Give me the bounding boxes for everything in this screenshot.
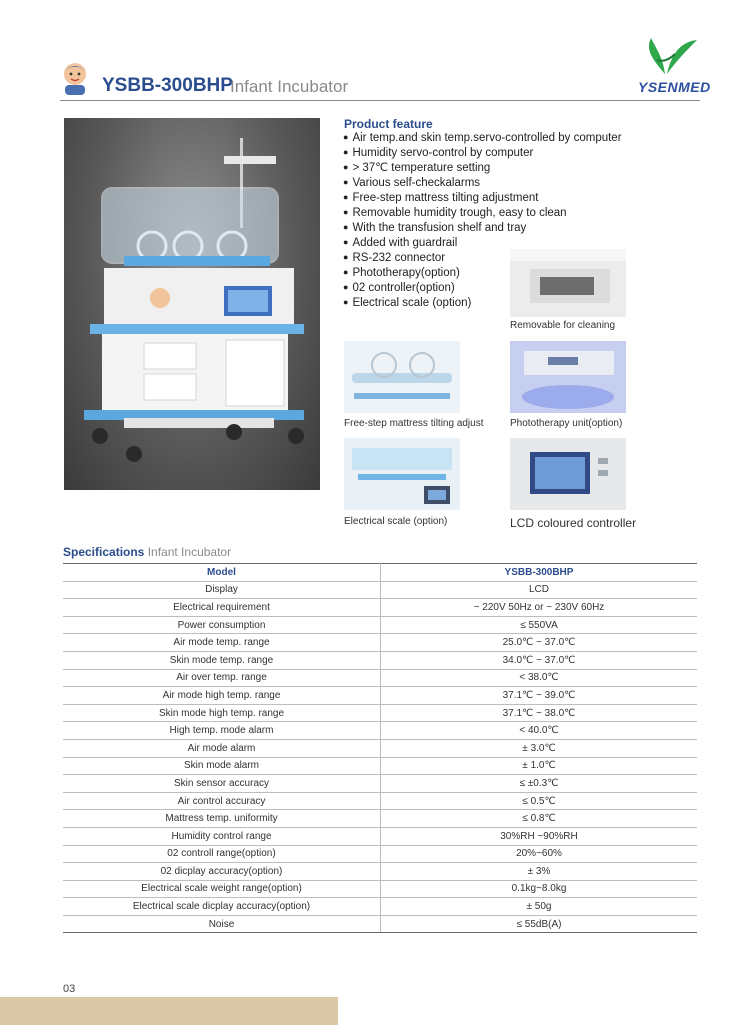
spec-header-label: Model [63,564,381,582]
photo-mattress-tilt [344,341,460,413]
feature-item: ● 02 controller(option) [343,281,622,296]
spec-value: ≤ 55dB(A) [381,915,698,933]
spec-header-value: YSBB-300BHP [381,564,698,582]
spec-value: 20%~60% [381,845,698,863]
spec-table [63,563,697,933]
spec-value: ≤ 550VA [381,616,698,634]
page-number: 03 [63,983,76,995]
spec-value: ± 50g [381,898,698,916]
table-row [63,898,697,916]
baby-logo-icon [60,60,90,96]
table-row [63,792,697,810]
table-row [63,810,697,828]
feature-item: ● Phototherapy(option) [343,266,622,281]
feature-item: ● Various self-checkalarms [343,176,622,191]
spec-label: Humidity control range [63,827,381,845]
spec-value: 37.1℃ ~ 38.0℃ [381,704,698,722]
spec-value: 34.0℃ ~ 37.0℃ [381,651,698,669]
feature-item: ● RS-232 connector [343,251,622,266]
photo-electrical-scale [344,438,460,510]
caption-phototherapy: Phototherapy unit(option) [510,418,623,429]
spec-title: Specifications [63,545,145,559]
spec-heading [63,545,231,559]
page-subtitle: Infant Incubator [230,77,349,96]
photo-humidity-trough [510,249,626,317]
spec-value: 0.1kg~8.0kg [381,880,698,898]
spec-label: Noise [63,915,381,933]
brand-name: YSENMED [638,79,711,95]
spec-value: ± 3% [381,863,698,881]
spec-label: Air over temp. range [63,669,381,687]
spec-label: Power consumption [63,616,381,634]
page-header [60,60,711,102]
spec-label: Skin mode alarm [63,757,381,775]
table-row [63,915,697,933]
table-row [63,863,697,881]
table-row [63,722,697,740]
feature-item: ● Air temp.and skin temp.servo-controlled by computer [343,131,622,146]
feature-item: ● Free-step mattress tilting adjustment [343,191,622,206]
spec-value: 37.1℃ ~ 39.0℃ [381,687,698,705]
spec-label: Skin mode high temp. range [63,704,381,722]
spec-value: 30%RH ~90%RH [381,827,698,845]
spec-value: < 40.0℃ [381,722,698,740]
table-row [63,599,697,617]
footer-bar [0,997,338,1025]
spec-label: Electrical requirement [63,599,381,617]
table-row [63,704,697,722]
spec-value: ± 3.0℃ [381,739,698,757]
table-row [63,827,697,845]
table-row [63,739,697,757]
spec-value: ≤ 0.8℃ [381,810,698,828]
feature-heading: Product feature [344,117,433,131]
spec-label: Skin sensor accuracy [63,775,381,793]
spec-value: < 38.0℃ [381,669,698,687]
caption-lcd: LCD coloured controller [510,516,637,530]
spec-label: Electrical scale dicplay accuracy(option) [63,898,381,916]
table-row [63,775,697,793]
feature-item: ● > 37℃ temperature setting [343,161,622,176]
spec-label: Air mode high temp. range [63,687,381,705]
spec-label: Mattress temp. uniformity [63,810,381,828]
spec-value: ≤ ±0.3℃ [381,775,698,793]
table-row [63,687,697,705]
spec-value: LCD [381,581,698,599]
spec-value: ~ 220V 50Hz or ~ 230V 60Hz [381,599,698,617]
feature-item: ● Electrical scale (option) [343,296,622,311]
table-row [63,757,697,775]
table-row [63,669,697,687]
photo-lcd-controller [510,438,626,510]
spec-label: Skin mode temp. range [63,651,381,669]
table-row [63,616,697,634]
spec-header-row [63,564,697,582]
spec-label: Display [63,581,381,599]
spec-value: ≤ 0.5℃ [381,792,698,810]
spec-label: Air mode alarm [63,739,381,757]
feature-item: ● Humidity servo-control by computer [343,146,622,161]
spec-subtitle: Infant Incubator [147,545,232,559]
table-row [63,651,697,669]
spec-label: Air mode temp. range [63,634,381,652]
caption-scale: Electrical scale (option) [344,516,448,527]
feature-item: ● With the transfusion shelf and tray [343,221,622,236]
feature-item: ● Removable humidity trough, easy to clean [343,206,622,221]
incubator-product-image [64,118,320,490]
header-divider [60,100,700,101]
photo-phototherapy [510,341,626,413]
spec-value: 25.0℃ ~ 37.0℃ [381,634,698,652]
feature-item: ● Added with guardrail [343,236,622,251]
spec-label: Electrical scale weight range(option) [63,880,381,898]
table-row [63,581,697,599]
table-row [63,634,697,652]
spec-label: High temp. mode alarm [63,722,381,740]
caption-removable: Removable for cleaning [510,320,616,331]
table-row [63,880,697,898]
caption-mattress: Free-step mattress tilting adjust [344,418,484,429]
spec-label: 02 controll range(option) [63,845,381,863]
table-row [63,845,697,863]
spec-label: Air control accuracy [63,792,381,810]
spec-label: 02 dicplay accuracy(option) [63,863,381,881]
spec-value: ± 1.0℃ [381,757,698,775]
page-title: YSBB-300BHP [102,75,233,96]
